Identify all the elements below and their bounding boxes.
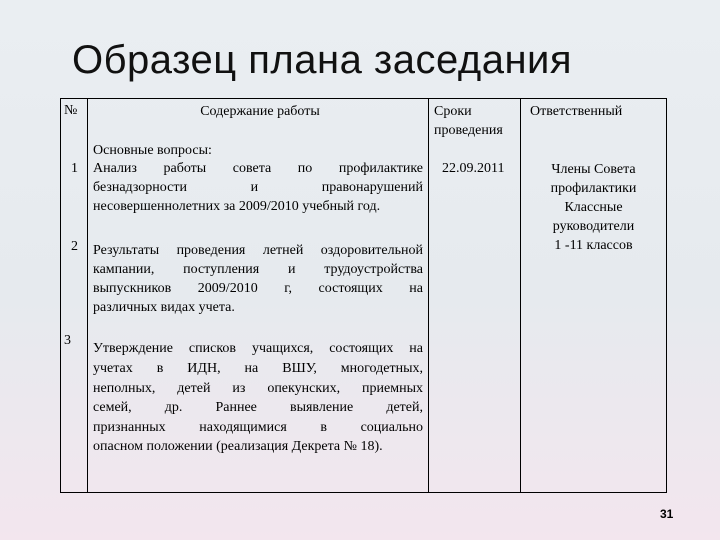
column-divider-number [87, 98, 88, 493]
row-2-line: различных видах учета. [93, 300, 235, 315]
row-3-line: учетах в ИДН, на ВШУ, многодетных, [93, 361, 423, 376]
page-number: 31 [660, 507, 674, 521]
row-1-line: Анализ работы совета по профилактике [93, 161, 423, 176]
responsible-line: 1 -11 классов [554, 238, 633, 253]
row-2-line: выпускников 2009/2010 г, состоящих на [93, 281, 423, 296]
column-divider-content [428, 98, 429, 493]
column-divider-deadline [520, 98, 521, 493]
row-3-line: опасном положении (реализация Декрета № 18). [93, 439, 383, 454]
header-responsible: Ответственный [530, 104, 623, 119]
row-1-number: 1 [71, 161, 78, 176]
table-border-top [60, 98, 667, 99]
row-2-line: кампании, поступления и трудоустройства [93, 262, 423, 277]
responsible-line: Члены Совета [551, 162, 636, 177]
header-deadline-line2: проведения [434, 123, 503, 138]
slide-title: Образец плана заседания [72, 38, 573, 82]
row-3-line: неполных, детей из опекунских, приемных [93, 381, 423, 396]
responsible-line: руководители [552, 219, 635, 234]
header-number: № [64, 103, 78, 118]
row-3-line: семей, др. Раннее выявление детей, [93, 400, 423, 415]
row-1-intro: Основные вопросы: [93, 143, 212, 158]
row-2-line: Результаты проведения летней оздоровительной [93, 243, 423, 258]
table-border-right [666, 98, 667, 493]
row-3-line: признанных находящимися в социально [93, 420, 423, 435]
responsible-line: Классные [564, 200, 623, 215]
deadline-date: 22.09.2011 [442, 161, 505, 176]
row-1-line: несовершеннолетних за 2009/2010 учебный год. [93, 199, 381, 214]
header-deadline-line1: Сроки [434, 104, 472, 119]
table-border-bottom [60, 492, 667, 493]
row-3-number: 3 [64, 333, 71, 348]
table-border-left [60, 98, 61, 493]
responsible-line: профилактики [550, 181, 637, 196]
row-2-number: 2 [71, 239, 78, 254]
header-content: Содержание работы [200, 104, 320, 119]
meeting-plan-table [60, 98, 667, 493]
row-3-line: Утверждение списков учащихся, состоящих на [93, 341, 423, 356]
row-1-line: безнадзорности и правонарушений [93, 180, 423, 195]
